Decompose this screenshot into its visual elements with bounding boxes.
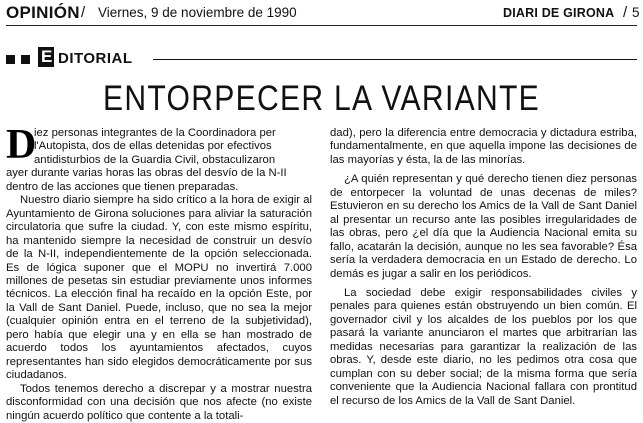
article-column-2: [330, 127, 637, 408]
paragraph: Nuestro diario siempre ha sido crítico a la hora de exigir al Ayuntamiento de Girona soluciones para aliviar la saturación circulatoria que sufre la ciudad. Y, con este mismo espíritu, ha mantenido siempre la necesidad de construir un desvío de la N-II, independientemente de la opción seleccionada. Es de lógica suponer que el MOPU no invertirá 7.000 millones de pesetas sin estudiar previamente unos informes técnicos. La elección final ha recaído en la opción Este, por la Vall de Sant Daniel. Puede, incluso, que no sea la mejor (cualquier opinión entra en el terreno de la subjetividad), pero había que elegir una y en ella se han mostrado de acuerdo todos los ayuntamientos afectados, cuyos representantes han sido elegidos democráticamente por sus ciudadanos.: [6, 194, 312, 382]
article-column-1: [6, 122, 312, 423]
editorial-section-label: [6, 47, 637, 69]
paragraph: dad), pero la diferencia entre democracia y dictadura estriba, fundamentalmente, en que aquella impone las decisiones de las mayorías y ésta, la de las minorías.: [330, 127, 637, 166]
section-title: OPINIÓN: [6, 3, 80, 22]
paragraph-line: l'Autopista, dos de ellas detenidas por efectivos: [34, 140, 272, 153]
label-text: DITORIAL: [58, 50, 133, 67]
square-bullet-icon: [6, 55, 15, 64]
page-number: 5: [632, 5, 640, 20]
label-rule: [153, 59, 637, 60]
page-header: [6, 3, 640, 25]
paragraph: ¿A quién representan y qué derecho tienen diez personas de entorpecer la voluntad de unas decenas de miles? Estuvieron en su derecho los Amics de la Vall de Sant Daniel al presentar un recurso ante las posibles irregularidades de las obras, pero ¿el día que la Audiencia Nacional emita su fallo, acatarán la decisión, aunque no les sea favorable? Ésa sería la verdadera democracia en un Estado de derecho. Lo demás es jugar a salir en los periódicos.: [330, 173, 637, 280]
paragraph-line: iez personas integrantes de la Coordinadora per: [34, 127, 276, 139]
header-rule: [6, 25, 637, 26]
paragraph: La sociedad debe exigir responsabilidades civiles y penales para quienes están obstruyendo un bien común. El governador civil y los alcaldes de los pueblos por los que pasará la variante anunciaron el martes que arbitrarían las medidas necesarias para garantizar la realización de las obras. Y, desde este diario, no les pedimos otra cosa que cumplan con su deber social; de la misma forma que sería conveniente que la Audiencia Nacional fallara con prontitud el recurso de los Amics de la Vall de Sant Daniel.: [330, 286, 637, 407]
drop-cap: D: [6, 122, 37, 168]
paragraph: Todos tenemos derecho a discrepar y a mostrar nuestra disconformidad con una decisión que nos afecte (no existe ningún acuerdo político que contente a la totali-: [6, 382, 312, 422]
square-bullet-icon: [21, 55, 30, 64]
headline: ENTORPECER LA VARIANTE: [102, 79, 541, 118]
publication-date: Viernes, 9 de noviembre de 1990: [98, 5, 297, 20]
page-number-separator: /: [623, 4, 628, 21]
header-separator: /: [81, 4, 86, 21]
newspaper-name: DIARI DE GIRONA: [503, 6, 615, 20]
label-initial: E: [41, 47, 53, 66]
paragraph-line: ayer durante varias horas las obras del desvío de la N-II: [6, 167, 287, 180]
paragraph-line: dentro de las acciones que tienen preparadas.: [6, 180, 239, 193]
paragraph-line: antidisturbios de la Guardia Civil, obstaculizaron: [34, 153, 276, 166]
